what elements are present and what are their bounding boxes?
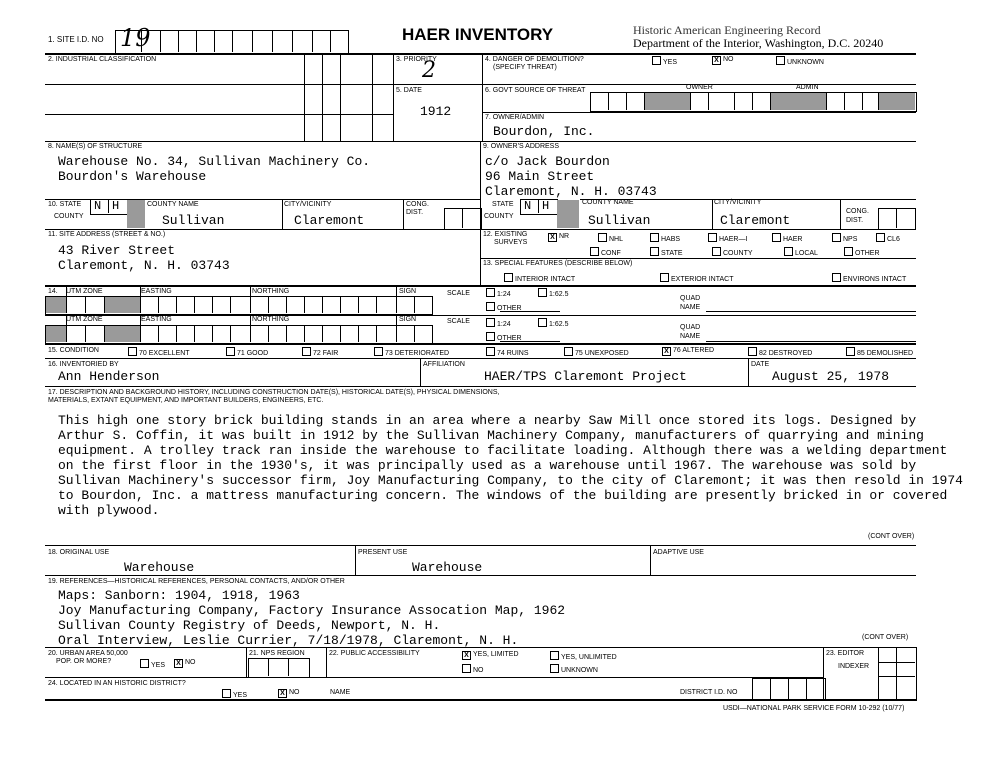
site-id-value[interactable]: 19 <box>120 24 151 52</box>
cong-dist-boxes[interactable] <box>444 208 482 230</box>
condition-demolished[interactable]: 85 DEMOLISHED <box>846 347 913 358</box>
editor-label: 23. EDITOR <box>826 650 864 657</box>
quad-label-2: QUAD <box>680 324 701 331</box>
city-label: CITY/VICINITY <box>284 201 332 208</box>
interior-intact[interactable]: INTERIOR INTACT <box>504 273 575 284</box>
priority-value[interactable]: 2 <box>422 58 436 83</box>
owner-label: 7. OWNER/ADMIN <box>485 114 545 121</box>
county-name-value[interactable]: Sullivan <box>162 213 225 228</box>
survey-haer[interactable]: HAER <box>772 233 802 244</box>
existing-surveys-label-2: SURVEYS <box>494 239 528 246</box>
agency-line-1: Historic American Engineering Record <box>633 23 821 37</box>
utm-sign-label-2: SIGN <box>399 316 417 323</box>
district-id-label: DISTRICT I.D. NO <box>680 689 738 696</box>
district-name-label: NAME <box>330 689 351 696</box>
present-use-label: PRESENT USE <box>358 549 408 556</box>
special-features-label: 13. SPECIAL FEATURES (DESCRIBE BELOW) <box>483 260 633 267</box>
county-name-label: COUNTY NAME <box>147 201 199 208</box>
county-label: COUNTY <box>54 213 84 220</box>
owner-dist-label: DIST. <box>846 217 864 224</box>
references-label: 19. REFERENCES—HISTORICAL REFERENCES, PERSONAL CONTACTS, AND/OR OTHER <box>48 578 345 585</box>
scale-1-62-b[interactable]: 1:62.5 <box>538 318 568 329</box>
demolition-sublabel: (SPECIFY THREAT) <box>493 64 557 71</box>
state-code-2: H <box>112 199 120 213</box>
owner-county-name-value[interactable]: Sullivan <box>588 213 651 228</box>
reference-line-3[interactable]: Sullivan County Registry of Deeds, Newport, N. H. <box>58 618 441 633</box>
scale-1-62-a[interactable]: 1:62.5 <box>538 288 568 299</box>
condition-destroyed[interactable]: 82 DESTROYED <box>748 347 812 358</box>
inventoried-by-value[interactable]: Ann Henderson <box>58 369 160 384</box>
history-line-2[interactable]: Arthur S. Coffin, it was built in 1912 by the Sullivan Machinery Company, manufacturers of quarrying and mining <box>58 428 924 443</box>
history-line-7[interactable]: with plywood. <box>58 503 160 518</box>
owner-address-line-3[interactable]: Claremont, N. H. 03743 <box>485 184 657 199</box>
survey-haer-1[interactable]: HAER—I <box>708 233 747 244</box>
historic-district-label: 24. LOCATED IN AN HISTORIC DISTRICT? <box>48 680 186 687</box>
nps-region-boxes[interactable] <box>248 658 310 678</box>
agency-line-2: Department of the Interior, Washington, D.C. 20240 <box>633 36 884 50</box>
survey-other[interactable]: OTHER <box>844 247 880 258</box>
date-label: 5. DATE <box>396 87 422 94</box>
owner-city-value[interactable]: Claremont <box>720 213 791 228</box>
site-id-label: 1. SITE I.D. NO <box>48 35 104 44</box>
quad-name-label-2: NAME <box>680 333 701 340</box>
access-yes-limited[interactable]: X YES, LIMITED <box>462 651 519 660</box>
demolition-yes[interactable]: YES <box>652 56 677 67</box>
survey-county[interactable]: COUNTY <box>712 247 753 258</box>
utm-easting-label-2: EASTING <box>141 316 172 323</box>
access-no[interactable]: NO <box>462 664 484 675</box>
district-id-boxes[interactable] <box>752 678 826 701</box>
state-label: 10. STATE <box>48 201 82 208</box>
history-label-1: 17. DESCRIPTION AND BACKGROUND HISTORY, INCLUDING CONSTRUCTION DATE(S), HISTORICAL DATE(S), PHYSICAL DIMENSIONS, <box>48 389 500 396</box>
inventory-date-value[interactable]: August 25, 1978 <box>772 369 890 384</box>
district-yes[interactable]: YES <box>222 689 247 700</box>
district-no[interactable]: X NO <box>278 689 300 698</box>
environs-intact[interactable]: ENVIRONS INTACT <box>832 273 906 284</box>
dist-label: DIST. <box>406 209 424 216</box>
scale-other-a[interactable]: OTHER <box>486 302 522 313</box>
govt-owner-label: OWNER <box>686 84 713 91</box>
utm-label: 14. <box>48 288 58 295</box>
state-code-1: N <box>94 199 102 213</box>
urban-area-label-1: 20. URBAN AREA 50,000 <box>48 650 128 657</box>
utm-zone-label-2: UTM ZONE <box>66 316 103 323</box>
history-line-4[interactable]: on the first floor in the 1930's, it was principally used as a warehouse until 1967. The warehouse was sold by <box>58 458 917 473</box>
scale-1-24-a[interactable]: 1:24 <box>486 288 511 299</box>
demolition-label: 4. DANGER OF DEMOLITION? <box>485 56 584 63</box>
condition-deteriorated[interactable]: 73 DETERIORATED <box>374 347 449 358</box>
access-unknown[interactable]: UNKNOWN <box>550 664 598 675</box>
urban-yes[interactable]: YES <box>140 659 165 670</box>
scale-1-24-b[interactable]: 1:24 <box>486 318 511 329</box>
original-use-label: 18. ORIGINAL USE <box>48 549 110 556</box>
public-access-label: 22. PUBLIC ACCESSIBILITY <box>329 650 420 657</box>
survey-nps[interactable]: NPS <box>832 233 857 244</box>
urban-no[interactable]: X NO <box>174 659 196 668</box>
utm-easting-label: EASTING <box>141 288 172 295</box>
govt-source-boxes <box>590 92 917 112</box>
owner-address-line-2[interactable]: 96 Main Street <box>485 169 595 184</box>
history-line-5[interactable]: Sullivan Machinery's successor firm, Joy Manufacturing Company, to the city of Claremont; it was then resold in 1974 <box>58 473 963 488</box>
editor-indexer-boxes[interactable] <box>878 647 917 701</box>
scale-other-b[interactable]: OTHER <box>486 332 522 343</box>
utm-northing-label: NORTHING <box>252 288 290 295</box>
govt-admin-label: ADMIN <box>796 84 819 91</box>
utm-zone-label: UTM ZONE <box>66 288 103 295</box>
structure-name-line-1[interactable]: Warehouse No. 34, Sullivan Machinery Co. <box>58 154 371 169</box>
present-use-value[interactable]: Warehouse <box>412 560 483 575</box>
condition-fair[interactable]: 72 FAIR <box>302 347 338 358</box>
owner-county-label: COUNTY <box>484 213 514 220</box>
utm-sign-label: SIGN <box>399 288 417 295</box>
references-cont-over: (CONT OVER) <box>862 634 909 641</box>
form-footer: USDI—NATIONAL PARK SERVICE FORM 10-292 (10/77) <box>723 705 905 712</box>
survey-local[interactable]: LOCAL <box>784 247 818 258</box>
affiliation-label: AFFILIATION <box>423 361 465 368</box>
history-line-3[interactable]: equipment. A trolley track ran inside the warehouse to facilitate loading. Although there was a welding department <box>58 443 948 458</box>
condition-unexposed[interactable]: 75 UNEXPOSED <box>564 347 629 358</box>
owner-state-code-1: N <box>524 199 532 213</box>
survey-conf[interactable]: CONF <box>590 247 621 258</box>
owner-county-name-label: COUNTY NAME <box>582 199 634 206</box>
owner-cong-label: CONG. <box>846 208 869 215</box>
cong-label: CONG. <box>406 201 429 208</box>
owner-cong-dist-boxes[interactable] <box>878 208 916 230</box>
access-yes-unlimited[interactable]: YES, UNLIMITED <box>550 651 617 662</box>
survey-nhl[interactable]: NHL <box>598 233 623 244</box>
survey-habs[interactable]: HABS <box>650 233 680 244</box>
reference-line-2[interactable]: Joy Manufacturing Company, Factory Insurance Assocation Map, 1962 <box>58 603 566 618</box>
govt-source-label: 6. GOVT SOURCE OF THREAT <box>485 87 586 94</box>
nps-region-label: 21. NPS REGION <box>249 650 305 657</box>
owner-address-label: 9. OWNER'S ADDRESS <box>483 143 560 150</box>
form-title: HAER INVENTORY <box>402 25 554 44</box>
owner-state-code-2: H <box>542 199 550 213</box>
survey-nr[interactable]: X NR <box>548 233 569 242</box>
condition-label: 15. CONDITION <box>48 347 99 354</box>
date-value[interactable]: 1912 <box>420 104 452 119</box>
condition-excellent[interactable]: 70 EXCELLENT <box>128 347 190 358</box>
condition-ruins[interactable]: 74 RUINS <box>486 347 529 358</box>
site-address-label: 11. SITE ADDRESS (STREET & NO.) <box>48 231 166 238</box>
structure-name-label: 8. NAME(S) OF STRUCTURE <box>48 143 143 150</box>
scale-label-2: SCALE <box>447 318 470 325</box>
industrial-classification-label: 2. INDUSTRIAL CLASSIFICATION <box>48 56 157 63</box>
affiliation-value[interactable]: HAER/TPS Claremont Project <box>484 369 687 384</box>
owner-value[interactable]: Bourdon, Inc. <box>493 124 595 139</box>
quad-label-1: QUAD <box>680 295 701 302</box>
site-address-line-1[interactable]: 43 River Street <box>58 243 176 258</box>
priority-label: 3. PRIORITY <box>396 56 437 63</box>
exterior-intact[interactable]: EXTERIOR INTACT <box>660 273 733 284</box>
condition-altered[interactable]: X 76 ALTERED <box>662 347 714 356</box>
condition-good[interactable]: 71 GOOD <box>226 347 268 358</box>
inventory-date-label: DATE <box>751 361 770 368</box>
quad-name-label-1: NAME <box>680 304 701 311</box>
survey-cl6[interactable]: CL6 <box>876 233 900 244</box>
structure-name-line-2[interactable]: Bourdon's Warehouse <box>58 169 207 184</box>
demolition-unknown[interactable]: UNKNOWN <box>776 56 824 67</box>
inventoried-by-label: 16. INVENTORIED BY <box>48 361 119 368</box>
history-label-2: MATERIALS, EXTANT EQUIPMENT, AND IMPORTANT BUILDERS, ENGINEERS, ETC. <box>48 397 324 404</box>
owner-address-line-1[interactable]: c/o Jack Bourdon <box>485 154 610 169</box>
city-value[interactable]: Claremont <box>294 213 365 228</box>
scale-label-1: SCALE <box>447 290 470 297</box>
original-use-value[interactable]: Warehouse <box>124 560 195 575</box>
indexer-label: INDEXER <box>838 663 870 670</box>
demolition-no[interactable]: X NO <box>712 56 734 65</box>
history-line-1[interactable]: This high one story brick building stands in an area where a nearby Saw Mill once stored its logs. Designed by <box>58 413 917 428</box>
adaptive-use-label: ADAPTIVE USE <box>653 549 704 556</box>
survey-state[interactable]: STATE <box>650 247 683 258</box>
reference-line-1[interactable]: Maps: Sanborn: 1904, 1918, 1963 <box>58 588 300 603</box>
site-address-line-2[interactable]: Claremont, N. H. 03743 <box>58 258 230 273</box>
reference-line-4[interactable]: Oral Interview, Leslie Currier, 7/18/1978, Claremont, N. H. <box>58 633 519 648</box>
existing-surveys-label: 12. EXISTING <box>483 231 528 238</box>
history-cont-over: (CONT OVER) <box>868 533 915 540</box>
utm-northing-label-2: NORTHING <box>252 316 290 323</box>
owner-city-label: CITY/VICINITY <box>714 199 762 206</box>
history-line-6[interactable]: to Bourdon, Inc. a mattress manufacturing concern. The windows of the building are presently bricked in or covered <box>58 488 948 503</box>
owner-state-label: STATE <box>492 201 514 208</box>
urban-area-label-2: POP. OR MORE? <box>56 658 112 665</box>
